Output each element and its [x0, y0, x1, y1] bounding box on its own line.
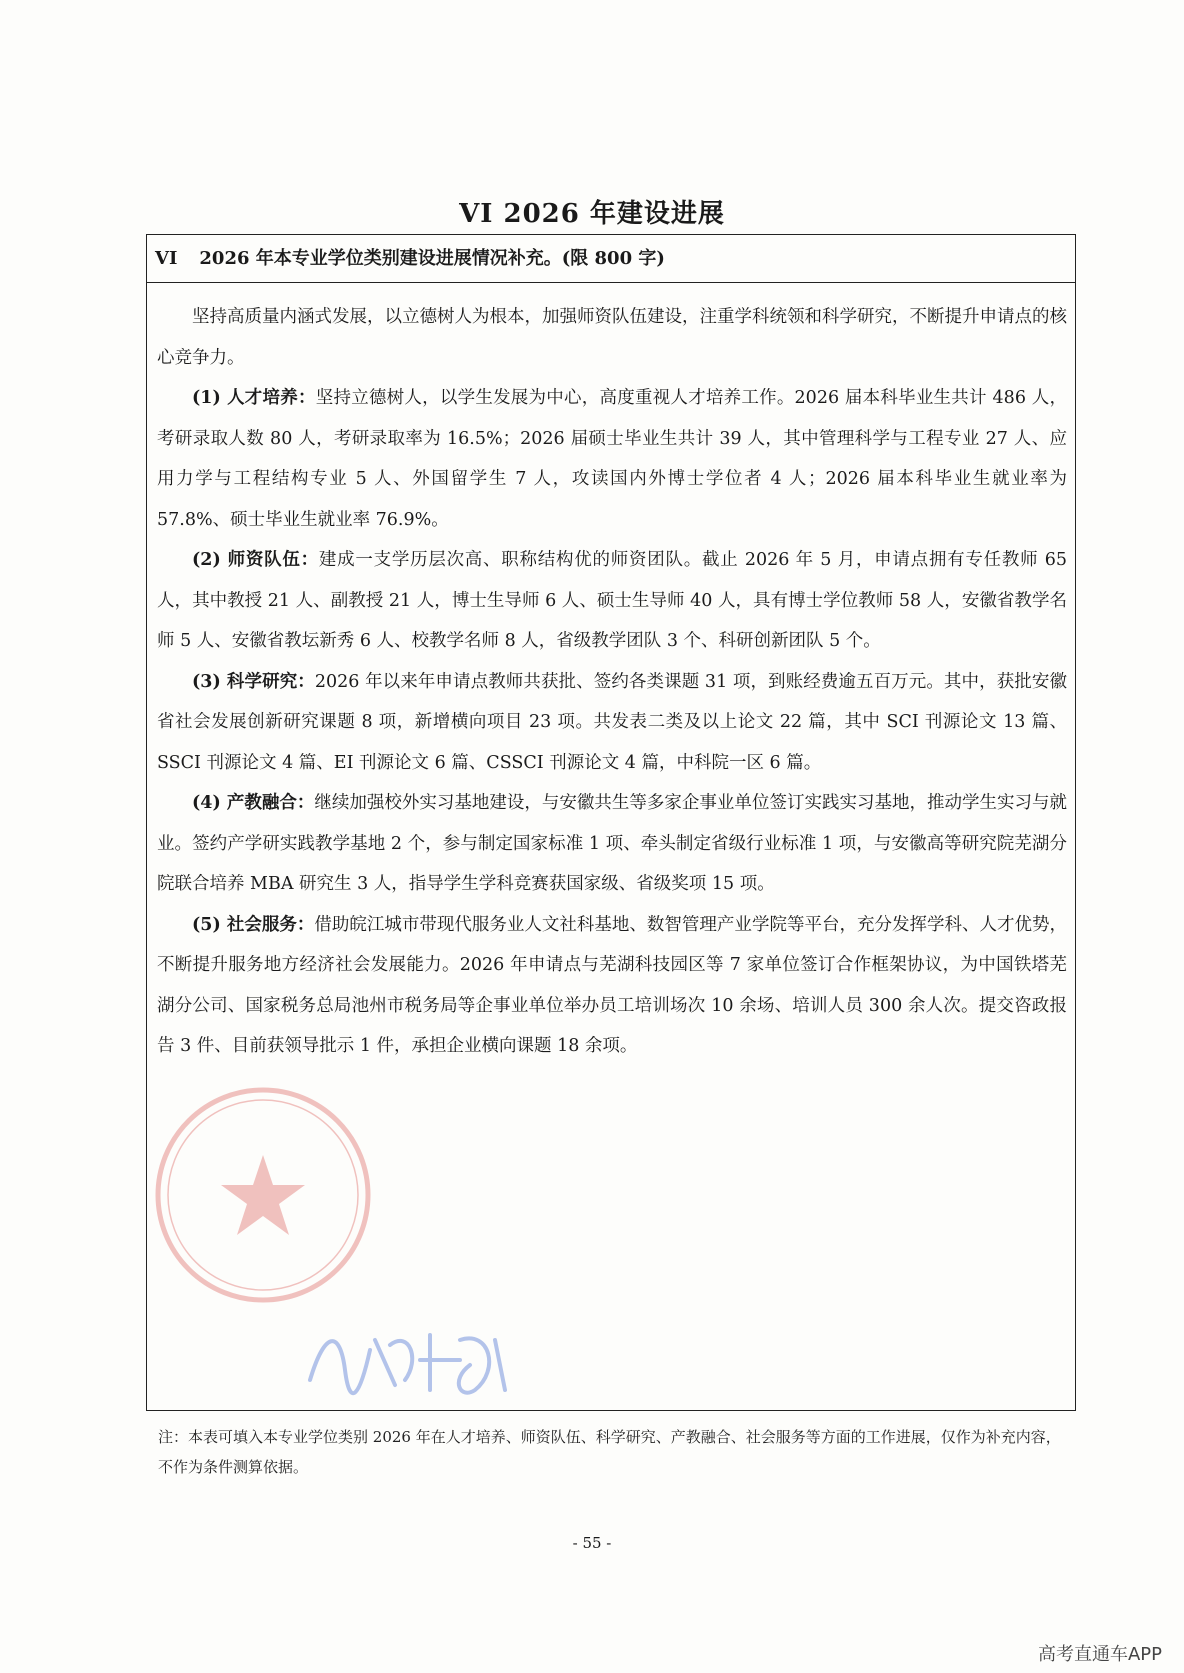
- paragraph-text: 建成一支学历层次高、职称结构优的师资团队。截止 2026 年 5 月，申请点拥有专任教师 65 人，其中教授 21 人、副教授 21 人，博士生导师 6 人、硕士生导师 40 人，具有博士学位教师 58 人，安徽省教学名师 5 人、安徽省教坛新秀 6 人、校教学名师 8 人，省级教学团队 3 个、科研创新团队 5 个。: [157, 550, 1067, 651]
- paragraph-industry: [157, 783, 1067, 905]
- paragraph-text: 2026 年以来年申请点教师共获批、签约各类课题 31 项，到账经费逾五百万元。其中，获批安徽省社会发展创新研究课题 8 项，新增横向项目 23 项。共发表二类及以上论文 22 篇，其中 SCI 刊源论文 13 篇、SSCI 刊源论文 4 篇、EI 刊源论文 6 篇、CSSCI 刊源论文 4 篇，中科院一区 6 篇。: [157, 671, 1067, 773]
- paragraph-text: 坚持立德树人，以学生发展为中心，高度重视人才培养工作。2026 届本科毕业生共计 486 人，考研录取人数 80 人，考研录取率为 16.5%；2026 届硕士毕业生共计 39 人，其中管理科学与工程专业 27 人、应用力学与工程结构专业 5 人、外国留学生 7 人，攻读国内外博士学位者 4 人；2026 届本科毕业生就业率为 57.8%、硕士毕业生就业率 76.9%。: [157, 388, 1067, 530]
- paragraph-faculty: [157, 540, 1067, 662]
- paragraph-heading: (5) 社会服务：: [192, 914, 315, 935]
- paragraph-heading: (2) 师资队伍：: [192, 550, 319, 570]
- paragraph-research: [157, 662, 1067, 784]
- paragraph-text: 继续加强校外实习基地建设，与安徽共生等多家企事业单位签订实践实习基地，推动学生实习与就业。签约产学研实践教学基地 2 个，参与制定国家标准 1 项、牵头制定省级行业标准 1 项，与安徽高等研究院芜湖分院联合培养 MBA 研究生 3 人，指导学生学科竞赛获国家级、省级奖项 15 项。: [157, 793, 1067, 894]
- section-number: VI: [155, 248, 178, 269]
- paragraph-heading: (1) 人才培养：: [192, 388, 316, 408]
- paragraph-talent: [157, 378, 1067, 540]
- paragraph-heading: (3) 科学研究：: [192, 671, 315, 692]
- page-title: VI 2026 年建设进展: [459, 199, 725, 229]
- paragraph-service: [157, 905, 1067, 1067]
- footnote: 注：本表可填入本专业学位类别 2026 年在人才培养、师资队伍、科学研究、产教融合、社会服务等方面的工作进展，仅作为补充内容，不作为条件测算依据。: [158, 1428, 1061, 1476]
- page-number: - 55 -: [572, 1534, 612, 1552]
- content-table: [146, 234, 1076, 1411]
- intro-paragraph: 坚持高质量内涵式发展，以立德树人为根本，加强师资队伍建设，注重学科统领和科学研究，不断提升申请点的核心竞争力。: [157, 307, 1067, 368]
- section-heading: 2026 年本专业学位类别建设进展情况补充。(限 800 字): [199, 248, 665, 269]
- watermark-text: 高考直通车APP: [1037, 1644, 1162, 1665]
- paragraph-text: 借助皖江城市带现代服务业人文社科基地、数智管理产业学院等平台，充分发挥学科、人才优势，不断提升服务地方经济社会发展能力。2026 年申请点与芜湖科技园区等 7 家单位签订合作框架协议，为中国铁塔芜湖分公司、国家税务总局池州市税务局等企事业单位举办员工培训场次 10 余场、培训人员 300 余人次。提交咨政报告 3 件、目前获领导批示 1 件，承担企业横向课题 18 余项。: [157, 914, 1067, 1056]
- paragraph-heading: (4) 产教融合：: [192, 793, 315, 813]
- body-text: [147, 283, 1075, 1067]
- table-header: [147, 235, 1075, 283]
